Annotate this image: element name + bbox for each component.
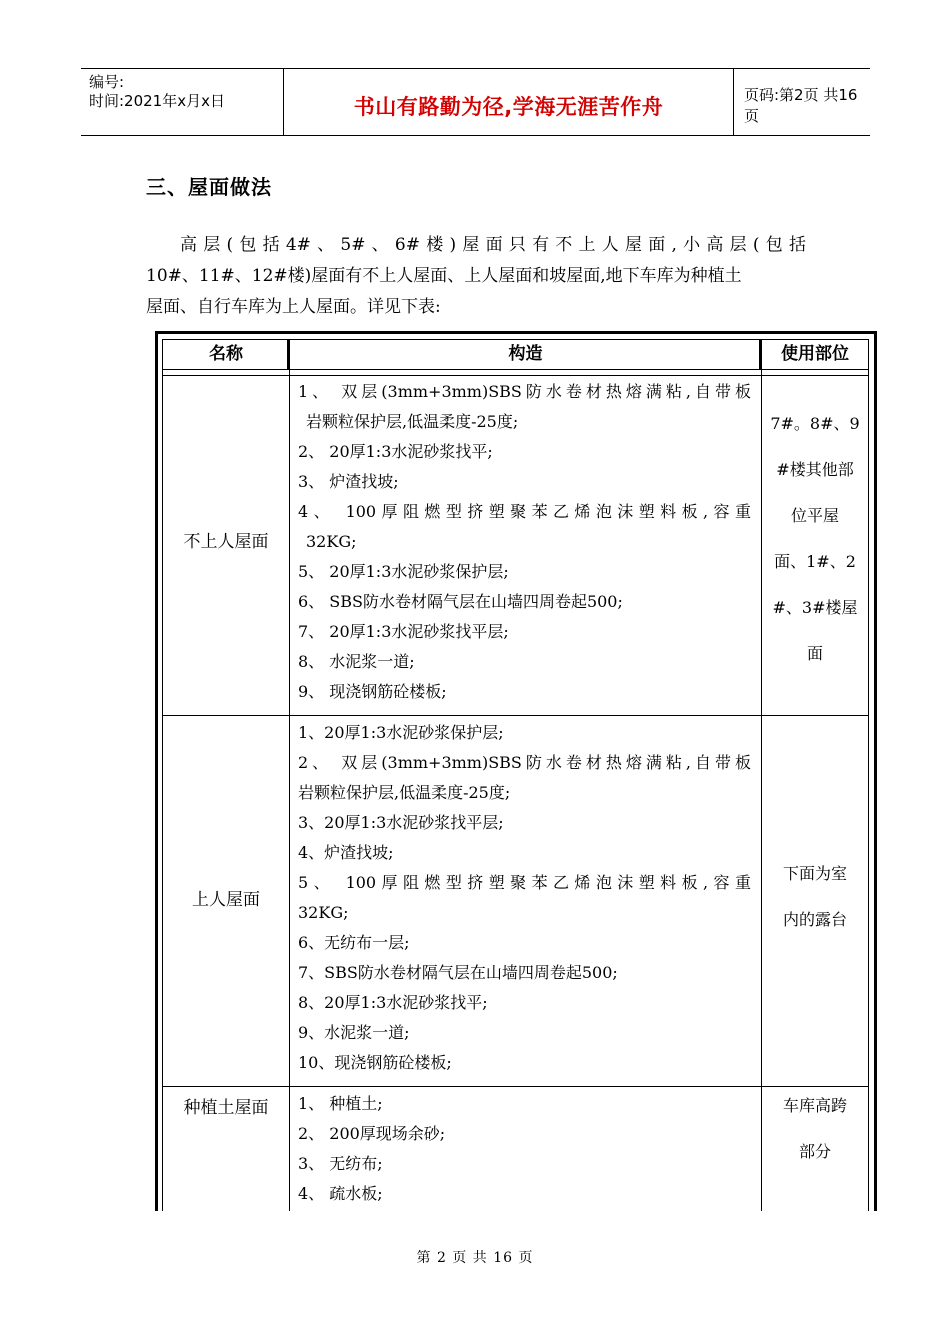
time-label: 时间:2021年x月x日 <box>89 92 225 110</box>
row2-items <box>298 718 751 1078</box>
list-item: 8、20厚1:3水泥砂浆找平; <box>298 993 488 1012</box>
row1-name: 不上人屋面 <box>183 532 269 552</box>
list-item: 岩颗粒保护层,低温柔度-25度; <box>306 412 519 431</box>
usage-line: 位平屋 <box>790 506 839 525</box>
list-item: 3、 炉渣找坡; <box>298 472 399 491</box>
number-label: 编号: <box>89 73 125 91</box>
list-item: 7、 20厚1:3水泥砂浆找平层; <box>298 622 509 641</box>
list-item: 9、水泥浆一道; <box>298 1023 410 1042</box>
intro-line-1: 高层(包括4#、5#、6#楼)屋面只有不上人屋面,小高层(包括 <box>180 235 806 255</box>
list-item: 4、 疏水板; <box>298 1184 383 1203</box>
row3-name: 种植土屋面 <box>183 1098 269 1118</box>
usage-line: 面、1#、2 <box>774 552 856 571</box>
header-bottom-line <box>162 369 869 370</box>
header-usage: 使用部位 <box>781 344 849 364</box>
usage-line: #楼其他部 <box>776 460 854 479</box>
list-item: 32KG; <box>306 532 357 551</box>
usage-line: 部分 <box>798 1142 831 1161</box>
row1-items <box>298 377 751 707</box>
header-page-info: 页码:第2页 共16页 <box>744 86 858 125</box>
list-item: 6、无纺布一层; <box>298 933 410 952</box>
page-header <box>81 68 870 136</box>
list-item: 2、 200厚现场余砂; <box>298 1124 446 1143</box>
col-line-left-inner <box>162 339 163 1211</box>
list-item: 5、 20厚1:3水泥砂浆保护层; <box>298 562 509 581</box>
row2-name: 上人屋面 <box>192 890 260 910</box>
page-footer: 第 2 页 共 16 页 <box>416 1250 534 1266</box>
roof-table <box>155 331 877 1211</box>
intro-line-2: 10#、11#、12#楼)屋面有不上人屋面、上人屋面和坡屋面,地下车库为种植土 <box>146 266 742 286</box>
usage-line: 下面为室 <box>782 864 847 883</box>
list-item: 2、 双层(3mm+3mm)SBS防水卷材热熔满粘,自带板 <box>298 753 751 772</box>
list-item: 5、 100厚阻燃型挤塑聚苯乙烯泡沫塑料板,容重 <box>298 873 751 892</box>
row3-usage <box>762 1083 868 1175</box>
row1-usage <box>762 401 868 677</box>
header-construction: 构造 <box>508 344 543 364</box>
header-name: 名称 <box>209 344 243 364</box>
header-motto: 书山有路勤为径,学海无涯苦作舟 <box>283 69 734 135</box>
list-item: 1、 种植土; <box>298 1094 383 1113</box>
header-left <box>81 69 283 135</box>
list-item: 2、 20厚1:3水泥砂浆找平; <box>298 442 493 461</box>
table-top-border <box>155 331 877 334</box>
table-left-border <box>155 331 158 1211</box>
list-item: 3、 无纺布; <box>298 1154 383 1173</box>
list-item: 8、 水泥浆一道; <box>298 652 415 671</box>
list-item: 1、20厚1:3水泥砂浆保护层; <box>298 723 504 742</box>
section-title: 三、屋面做法 <box>146 175 272 199</box>
usage-line: 面 <box>806 644 823 663</box>
list-item: 3、20厚1:3水泥砂浆找平层; <box>298 813 504 832</box>
list-item: 32KG; <box>298 903 349 922</box>
col-line-1 <box>289 339 290 1211</box>
list-item: 1、 双层(3mm+3mm)SBS防水卷材热熔满粘,自带板 <box>298 382 751 401</box>
list-item: 4、 100厚阻燃型挤塑聚苯乙烯泡沫塑料板,容重 <box>298 502 751 521</box>
row3-items <box>298 1089 751 1209</box>
usage-line: 7#。8#、9 <box>770 414 860 433</box>
row2-usage <box>762 851 868 943</box>
list-item: 6、 SBS防水卷材隔气层在山墙四周卷起500; <box>298 592 623 611</box>
usage-line: 内的露台 <box>782 910 847 929</box>
list-item: 10、现浇钢筋砼楼板; <box>298 1053 452 1072</box>
table-right-border <box>874 331 877 1211</box>
usage-line: #、3#楼屋 <box>772 598 858 617</box>
list-item: 7、SBS防水卷材隔气层在山墙四周卷起500; <box>298 963 618 982</box>
list-item: 9、 现浇钢筋砼楼板; <box>298 682 447 701</box>
row1-top-line <box>162 375 869 376</box>
intro-paragraph <box>146 230 806 323</box>
col-line-right-inner <box>868 339 869 1211</box>
list-item: 岩颗粒保护层,低温柔度-25度; <box>298 783 511 802</box>
intro-line-3: 屋面、自行车库为上人屋面。详见下表: <box>146 297 441 317</box>
usage-line: 车库高跨 <box>782 1096 847 1115</box>
row2-top-line <box>162 715 869 716</box>
list-item: 4、炉渣找坡; <box>298 843 394 862</box>
